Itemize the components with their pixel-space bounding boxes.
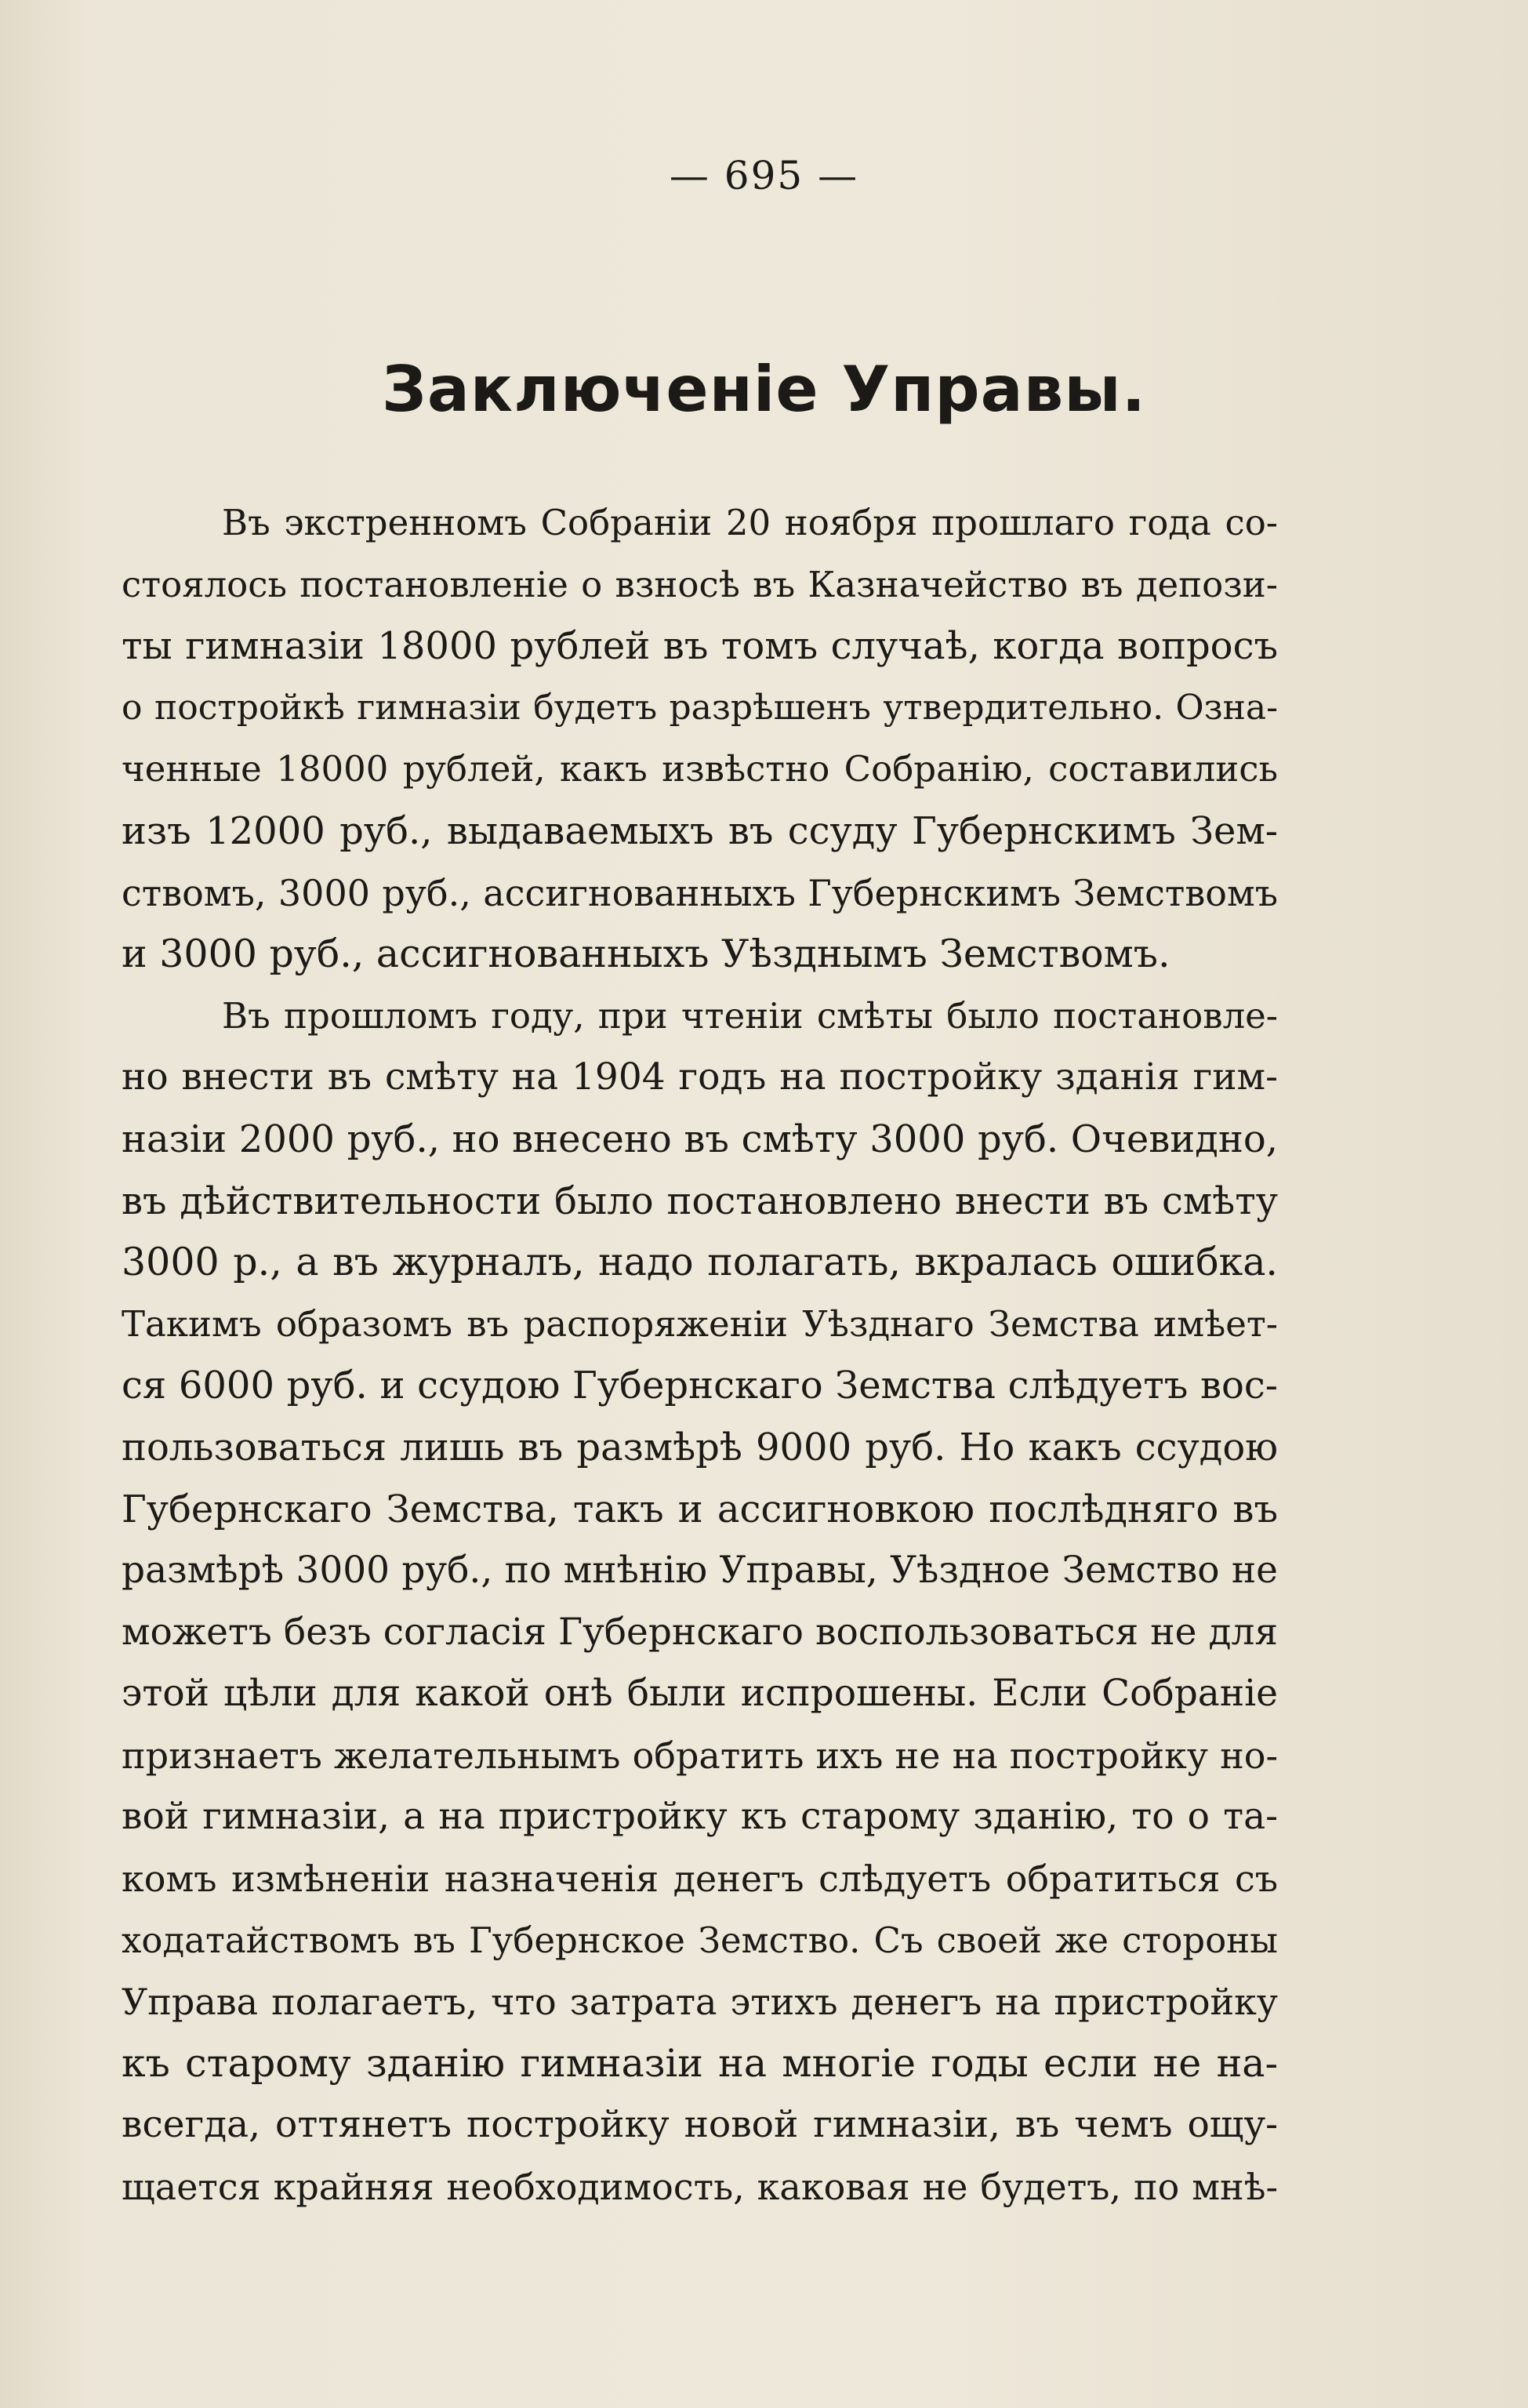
text-line: Управа полагаетъ, что затрата этихъ денегъ на пристройку xyxy=(122,1981,1278,2024)
text-line: ходатайствомъ въ Губернское Земство. Съ своей же стороны xyxy=(122,1919,1278,1961)
text-line: размѣрѣ 3000 руб., по мнѣнію Управы, Уѣздное Земство не xyxy=(122,1549,1278,1593)
body-text xyxy=(122,492,1278,2218)
text-line: Въ прошломъ году, при чтеніи смѣты было постановле- xyxy=(222,994,1278,1037)
text-line: въ дѣйствительности было постановлено внести въ смѣту xyxy=(122,1179,1278,1223)
text-line: стоялось постановленіе о взносѣ въ Казначейство въ депози- xyxy=(122,563,1278,605)
text-line: о постройкѣ гимназіи будетъ разрѣшенъ утвердительно. Озна- xyxy=(122,687,1278,728)
text-line: вой гимназіи, а на пристройку къ старому зданію, то о та- xyxy=(122,1795,1278,1839)
text-line: этой цѣли для какой онѣ были испрошены. Если Собраніе xyxy=(122,1672,1278,1716)
text-line: всегда, оттянетъ постройку новой гимназіи, въ чемъ ощу- xyxy=(122,2103,1278,2147)
text-line: пользоваться лишь въ размѣрѣ 9000 руб. Но какъ ссудою xyxy=(122,1425,1278,1469)
page-number: — 695 — xyxy=(669,153,859,198)
text-line: ся 6000 руб. и ссудою Губернскаго Земства слѣдуетъ вос- xyxy=(122,1364,1278,1408)
text-line: Въ экстренномъ Собраніи 20 ноября прошлаго года со- xyxy=(222,502,1278,543)
text-line: можетъ безъ согласія Губернскаго воспользоваться не для xyxy=(122,1610,1278,1654)
text-line: но внести въ смѣту на 1904 годъ на постройку зданія гим- xyxy=(122,1055,1278,1099)
text-line: признаетъ желательнымъ обратить ихъ не на постройку но- xyxy=(122,1734,1278,1777)
text-line: Губернскаго Земства, такъ и ассигновкою послѣдняго въ xyxy=(122,1487,1278,1531)
text-line: изъ 12000 руб., выдаваемыхъ въ ссуду Губернскимъ Зем- xyxy=(122,808,1278,853)
text-line: и 3000 руб., ассигнованныхъ Уѣзднымъ Земствомъ. xyxy=(122,932,1170,977)
text-line: ченные 18000 рублей, какъ извѣстно Собранію, составились xyxy=(122,748,1278,790)
text-line: щается крайняя необходимость, каковая не будетъ, по мнѣ- xyxy=(122,2166,1278,2209)
section-title: Заключеніе Управы. xyxy=(381,353,1147,426)
text-line: къ старому зданію гимназіи на многіе годы если не на- xyxy=(122,2040,1278,2086)
text-line: назіи 2000 руб., но внесено въ смѣту 3000 руб. Очевидно, xyxy=(122,1117,1278,1161)
text-line: ствомъ, 3000 руб., ассигнованныхъ Губернскимъ Земствомъ xyxy=(122,871,1278,914)
text-line: Такимъ образомъ въ распоряженіи Уѣзднаго Земства имѣет- xyxy=(122,1302,1278,1345)
text-line: комъ измѣненіи назначенія денегъ слѣдуетъ обратиться съ xyxy=(122,1858,1278,1901)
text-line: ты гимназіи 18000 рублей въ томъ случаѣ, когда вопросъ xyxy=(122,624,1278,669)
text-line: 3000 р., а въ журналъ, надо полагать, вкралась ошибка. xyxy=(122,1240,1278,1285)
